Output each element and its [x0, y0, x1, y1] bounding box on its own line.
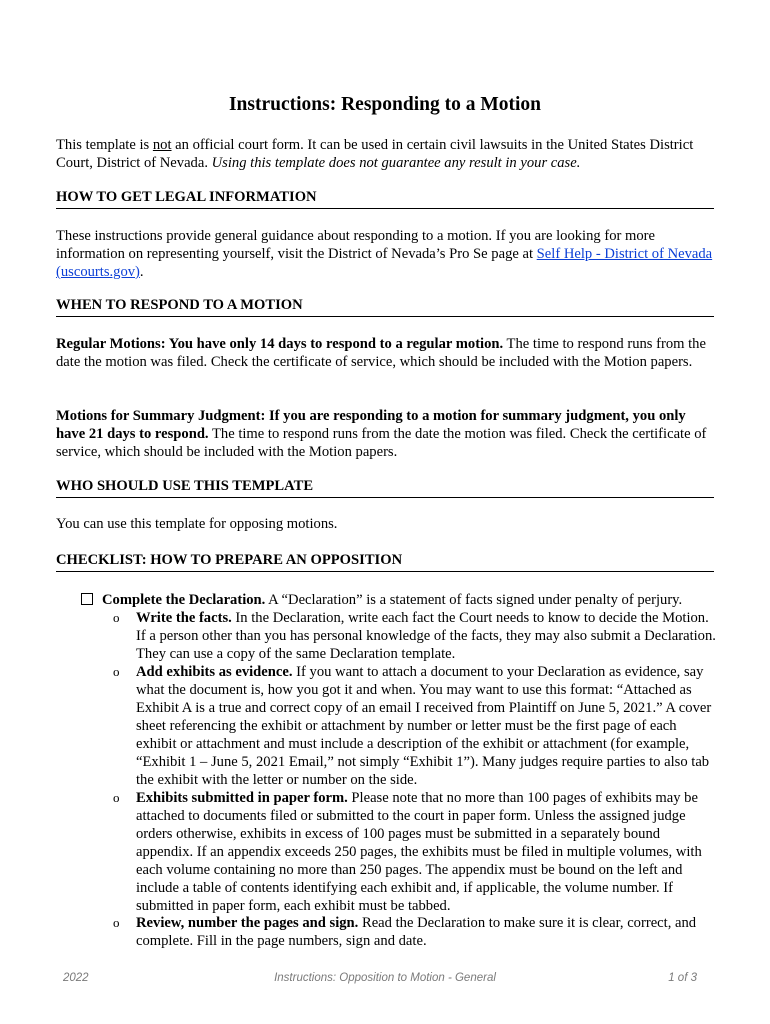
legal-info-text: These instructions provide general guidance about responding to a motion. If you are looking for more information on representing yourself, visit the District of Nevada’s Pro Se page at	[56, 228, 655, 262]
intro-text-1: This template is	[56, 137, 153, 153]
checklist-item-lead: Complete the Declaration.	[102, 592, 266, 608]
intro-disclaimer: Using this template does not guarantee any result in your case.	[211, 155, 581, 171]
bullet-icon: o	[113, 915, 120, 930]
sub-item-text: Please note that no more than 100 pages of exhibits may be attached to documents filed or submitted to the court in paper form. Unless the assigned judge orders otherwise, exhibits in excess of 100 pages must be submitted in a separately bound appendix. If an appendix exceeds 250 pages, the exhibits must be filed in multiple volumes, with each volume containing no more than 250 pages. The appendix must be bound on the left and include a table of contents identifying each exhibit and, if applicable, the volume number. If submitted in paper form, each exhibit must be tabbed.	[136, 790, 702, 914]
section-heading-legal-info: HOW TO GET LEGAL INFORMATION	[56, 188, 714, 209]
sub-item-paper-exhibits	[136, 789, 718, 915]
sub-item-text: In the Declaration, write each fact the Court needs to know to decide the Motion. If a person other than you has personal knowledge of the facts, they may also submit a Declaration. They can use a copy of the same Declaration template.	[136, 610, 716, 662]
intro-paragraph	[56, 136, 716, 172]
sub-item-lead: Write the facts.	[136, 610, 232, 626]
checklist-item-text: A “Declaration” is a statement of facts signed under penalty of perjury.	[265, 592, 683, 608]
summary-judgment-paragraph	[56, 407, 716, 461]
regular-motions-text: The time to respond runs from the date the motion was filed. Check the certificate of service, which should be included with the Motion papers.	[56, 336, 706, 370]
bullet-icon: o	[113, 610, 120, 625]
checklist-item-declaration	[102, 591, 722, 609]
intro-text-2: an official court form. It can be used in certain civil lawsuits in the United States District Court, District of Nevada.	[56, 137, 694, 171]
summary-judgment-text: The time to respond runs from the date the motion was filed. Check the certificate of service, which should be included with the Motion papers.	[56, 426, 707, 460]
page-title: Instructions: Responding to a Motion	[228, 94, 542, 115]
footer-year: 2022	[63, 972, 89, 984]
self-help-link[interactable]: Self Help - District of Nevada (uscourts.gov)	[56, 246, 713, 280]
intro-not: not	[152, 137, 172, 153]
sub-item-lead: Exhibits submitted in paper form.	[136, 790, 348, 806]
legal-info-paragraph	[56, 227, 716, 281]
regular-motions-lead: Regular Motions: You have only 14 days to respond to a regular motion.	[56, 336, 504, 352]
sub-item-review-sign	[136, 914, 718, 950]
sub-item-write-facts	[136, 609, 718, 663]
declaration-checkbox[interactable]	[81, 593, 93, 605]
bullet-icon: o	[113, 664, 120, 679]
sub-item-text: If you want to attach a document to your Declaration as evidence, say what the document is, how you got it and when. You may want to use this format: “Attached as Exhibit A is a true and correct copy of an email I received from Plaintiff on June 5, 2021.” A cover sheet referencing the exhibit or attachment by number or letter must be the first page of each exhibit or attachment and must include a description of the exhibit or attachment (for example, “Exhibit 1 – June 5, 2021 Email,” not simply “Exhibit 1”). Many judges require parties to also tab the exhibit with the letter or number on the side.	[136, 664, 712, 788]
sub-item-add-exhibits	[136, 663, 718, 789]
footer-page-number: 1 of 3	[668, 972, 697, 984]
sub-item-lead: Add exhibits as evidence.	[136, 664, 293, 680]
section-heading-checklist: CHECKLIST: HOW TO PREPARE AN OPPOSITION	[56, 551, 714, 572]
sub-item-text: Read the Declaration to make sure it is clear, correct, and complete. Fill in the page numbers, sign and date.	[136, 915, 697, 949]
bullet-icon: o	[113, 790, 120, 805]
legal-info-period: .	[139, 264, 144, 280]
section-heading-who-should-use: WHO SHOULD USE THIS TEMPLATE	[56, 477, 714, 498]
who-should-use-paragraph: You can use this template for opposing motions.	[56, 516, 338, 532]
sub-item-lead: Review, number the pages and sign.	[136, 915, 359, 931]
regular-motions-paragraph	[56, 335, 716, 371]
section-heading-when-to-respond: WHEN TO RESPOND TO A MOTION	[56, 296, 714, 317]
summary-judgment-lead: Motions for Summary Judgment: If you are responding to a motion for summary judgment, you only have 21 days to respond.	[56, 408, 686, 442]
footer-title: Instructions: Opposition to Motion - General	[274, 972, 496, 984]
